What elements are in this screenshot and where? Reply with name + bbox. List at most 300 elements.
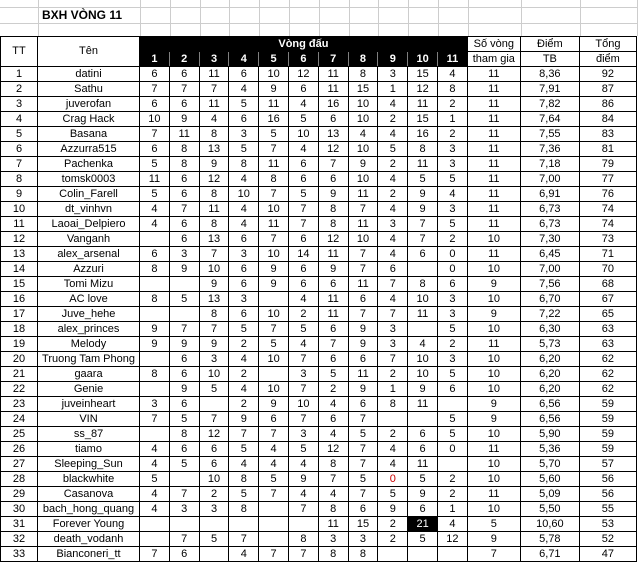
table-row [1,457,637,472]
cell-total-points: 65 [579,307,636,322]
cell-round-4 [229,517,259,532]
cell-total-points: 83 [579,127,636,142]
cell-round-11: 2 [437,487,467,502]
cell-round-6: 6 [289,82,319,97]
cell-round-1: 5 [140,187,170,202]
cell-round-7: 6 [318,322,348,337]
table-row [1,397,637,412]
cell-round-11 [437,547,467,562]
cell-round-1: 8 [140,262,170,277]
cell-round-7: 8 [318,547,348,562]
cell-average-points: 6,71 [520,547,579,562]
cell-rank: 4 [1,112,38,127]
gridline [468,0,469,36]
cell-round-9: 4 [378,292,408,307]
cell-round-11: 3 [437,292,467,307]
cell-round-8: 10 [348,97,378,112]
cell-player-name: Colin_Farell [38,187,140,202]
header-avg-line2: TB [520,52,579,67]
cell-round-6: 4 [289,142,319,157]
cell-total-points: 84 [579,112,636,127]
cell-average-points: 5,70 [520,457,579,472]
cell-round-9: 1 [378,382,408,397]
cell-total-points: 73 [579,232,636,247]
cell-round-4: 7 [229,532,259,547]
table-row [1,382,637,397]
cell-round-11: 0 [437,247,467,262]
cell-average-points: 5,36 [520,442,579,457]
cell-rank: 26 [1,442,38,457]
cell-round-10: 10 [408,367,438,382]
cell-average-points: 6,30 [520,322,579,337]
table-row [1,337,637,352]
cell-player-name: Azzuri [38,262,140,277]
cell-player-name: gaara [38,367,140,382]
gridline [259,0,260,36]
cell-round-6: 4 [289,97,319,112]
cell-round-3: 8 [199,187,229,202]
cell-round-9: 4 [378,172,408,187]
cell-round-5: 7 [259,427,289,442]
cell-round-3: 7 [199,82,229,97]
table-row [1,547,637,562]
cell-round-4: 2 [229,367,259,382]
cell-rank: 18 [1,322,38,337]
cell-round-6: 10 [289,127,319,142]
cell-round-10: 5 [408,532,438,547]
cell-round-10: 4 [408,337,438,352]
cell-round-11: 6 [437,382,467,397]
cell-round-2: 7 [169,487,199,502]
cell-round-9: 4 [378,97,408,112]
cell-round-6: 14 [289,247,319,262]
cell-round-4: 6 [229,262,259,277]
cell-round-8: 10 [348,112,378,127]
table-body [1,67,637,562]
cell-round-5 [259,517,289,532]
cell-round-8: 4 [348,127,378,142]
header-rounds-group: Vòng đấu [140,37,468,52]
cell-round-10 [408,322,438,337]
cell-average-points: 6,56 [520,397,579,412]
table-row [1,82,637,97]
gridline [408,0,409,36]
cell-average-points: 5,73 [520,337,579,352]
cell-round-7: 8 [318,217,348,232]
cell-round-1 [140,307,170,322]
cell-round-2: 9 [169,337,199,352]
cell-round-4: 4 [229,202,259,217]
cell-rounds-played: 5 [467,517,520,532]
header-round-11: 11 [437,52,467,67]
cell-player-name: Tomi Mizu [38,277,140,292]
cell-round-1: 10 [140,112,170,127]
cell-average-points: 7,55 [520,127,579,142]
cell-round-9: 4 [378,442,408,457]
cell-round-4: 8 [229,157,259,172]
cell-round-8: 6 [348,502,378,517]
cell-round-9: 2 [378,517,408,532]
cell-round-2: 8 [169,427,199,442]
cell-rank: 7 [1,157,38,172]
cell-rank: 28 [1,472,38,487]
table-row [1,112,637,127]
cell-round-10 [408,262,438,277]
cell-player-name: Sathu [38,82,140,97]
cell-round-4: 5 [229,322,259,337]
cell-round-3: 7 [199,322,229,337]
cell-average-points: 6,70 [520,292,579,307]
cell-round-10: 9 [408,202,438,217]
cell-round-7: 8 [318,457,348,472]
table-row [1,442,637,457]
cell-round-3: 11 [199,97,229,112]
cell-rounds-played: 10 [467,472,520,487]
cell-round-2: 5 [169,292,199,307]
cell-round-1 [140,352,170,367]
cell-round-7: 4 [318,487,348,502]
cell-round-9: 8 [378,397,408,412]
cell-round-11: 12 [437,532,467,547]
cell-round-1: 6 [140,67,170,82]
cell-round-4: 4 [229,172,259,187]
cell-round-2: 6 [169,367,199,382]
cell-round-11: 4 [437,517,467,532]
cell-round-7: 6 [318,112,348,127]
cell-average-points: 8,36 [520,67,579,82]
cell-rank: 30 [1,502,38,517]
cell-average-points: 6,73 [520,217,579,232]
cell-round-10: 15 [408,112,438,127]
cell-round-3: 11 [199,202,229,217]
table-row [1,472,637,487]
table-row [1,277,637,292]
cell-rank: 9 [1,187,38,202]
cell-round-6: 7 [289,412,319,427]
cell-round-5: 6 [259,412,289,427]
cell-round-3: 10 [199,472,229,487]
cell-round-3: 13 [199,232,229,247]
cell-round-11: 4 [437,67,467,82]
cell-round-9: 5 [378,142,408,157]
cell-round-6: 7 [289,202,319,217]
cell-round-1: 4 [140,202,170,217]
cell-round-11: 1 [437,112,467,127]
cell-average-points: 7,56 [520,277,579,292]
cell-round-4: 9 [229,412,259,427]
cell-round-1: 9 [140,322,170,337]
cell-round-8: 7 [348,412,378,427]
cell-round-10: 8 [408,277,438,292]
cell-round-8: 6 [348,397,378,412]
cell-round-6: 4 [289,337,319,352]
cell-round-11: 3 [437,142,467,157]
table-row [1,412,637,427]
cell-round-9: 7 [378,307,408,322]
cell-round-1: 7 [140,412,170,427]
cell-total-points: 56 [579,472,636,487]
cell-round-4: 2 [229,397,259,412]
cell-round-5: 10 [259,202,289,217]
cell-player-name: tomsk0003 [38,172,140,187]
cell-rounds-played: 11 [467,442,520,457]
cell-total-points: 76 [579,187,636,202]
gridline [289,0,290,36]
cell-round-9: 9 [378,502,408,517]
cell-round-11: 4 [437,187,467,202]
cell-rounds-played: 10 [467,367,520,382]
cell-round-5: 9 [259,262,289,277]
cell-round-9: 3 [378,67,408,82]
header-round-8: 8 [348,52,378,67]
cell-round-1: 6 [140,142,170,157]
cell-round-9: 4 [378,247,408,262]
cell-player-name: Casanova [38,487,140,502]
cell-round-5: 5 [259,337,289,352]
cell-rank: 33 [1,547,38,562]
cell-round-5: 4 [259,442,289,457]
cell-round-7: 5 [318,367,348,382]
cell-round-10: 7 [408,217,438,232]
cell-round-10: 12 [408,82,438,97]
cell-round-11: 2 [437,472,467,487]
cell-total-points: 79 [579,157,636,172]
table-row [1,502,637,517]
cell-round-5: 7 [259,487,289,502]
cell-rank: 17 [1,307,38,322]
cell-round-2 [169,517,199,532]
cell-round-2: 5 [169,412,199,427]
cell-round-5: 5 [259,127,289,142]
cell-rounds-played: 11 [467,112,520,127]
cell-round-10: 16 [408,127,438,142]
cell-round-3: 2 [199,487,229,502]
cell-player-name: ss_87 [38,427,140,442]
cell-average-points: 7,00 [520,172,579,187]
cell-round-4: 4 [229,82,259,97]
cell-round-2: 9 [169,112,199,127]
cell-round-6: 4 [289,457,319,472]
cell-round-11: 5 [437,367,467,382]
table-row [1,202,637,217]
header-name: Tên [38,37,140,67]
cell-round-5: 5 [259,472,289,487]
cell-round-9: 4 [378,457,408,472]
cell-round-5: 7 [259,142,289,157]
cell-round-1: 4 [140,502,170,517]
cell-rank: 27 [1,457,38,472]
cell-round-3: 13 [199,142,229,157]
cell-round-9: 2 [378,112,408,127]
cell-round-10: 11 [408,97,438,112]
cell-average-points: 6,20 [520,367,579,382]
cell-round-3: 6 [199,442,229,457]
cell-rank: 32 [1,532,38,547]
cell-round-8: 10 [348,172,378,187]
cell-round-1 [140,532,170,547]
cell-average-points: 5,90 [520,427,579,442]
cell-round-7: 11 [318,67,348,82]
cell-round-3: 6 [199,457,229,472]
cell-total-points: 67 [579,292,636,307]
cell-round-7: 11 [318,247,348,262]
gridline [170,0,171,36]
cell-round-2: 6 [169,97,199,112]
cell-round-7: 8 [318,502,348,517]
cell-round-1: 11 [140,172,170,187]
cell-round-7: 12 [318,142,348,157]
cell-round-7: 2 [318,382,348,397]
table-header [1,37,637,67]
cell-round-6: 10 [289,397,319,412]
cell-round-4: 4 [229,457,259,472]
cell-round-7: 9 [318,187,348,202]
cell-round-3: 8 [199,307,229,322]
cell-rank: 1 [1,67,38,82]
cell-rank: 16 [1,292,38,307]
gridline [378,0,379,36]
cell-round-8: 11 [348,217,378,232]
cell-round-2 [169,472,199,487]
cell-round-9: 1 [378,82,408,97]
cell-round-10: 6 [408,427,438,442]
cell-round-8: 8 [348,67,378,82]
header-round-4: 4 [229,52,259,67]
cell-round-10: 9 [408,382,438,397]
cell-total-points: 53 [579,517,636,532]
cell-round-4: 6 [229,277,259,292]
cell-round-11: 2 [437,127,467,142]
cell-round-6: 8 [289,532,319,547]
cell-round-9: 7 [378,352,408,367]
cell-round-4: 5 [229,97,259,112]
cell-round-1: 4 [140,457,170,472]
cell-round-3: 12 [199,427,229,442]
cell-round-10 [408,412,438,427]
cell-average-points: 6,73 [520,202,579,217]
cell-round-11: 3 [437,157,467,172]
cell-round-5: 11 [259,97,289,112]
cell-rounds-played: 9 [467,307,520,322]
cell-round-5: 4 [259,457,289,472]
table-row [1,532,637,547]
cell-round-2: 6 [169,232,199,247]
cell-rank: 19 [1,337,38,352]
cell-round-11: 2 [437,337,467,352]
cell-round-9: 5 [378,487,408,502]
cell-round-6: 6 [289,277,319,292]
cell-rounds-played: 11 [467,97,520,112]
cell-round-5: 10 [259,307,289,322]
cell-rank: 23 [1,397,38,412]
table-row [1,367,637,382]
cell-round-11: 5 [437,412,467,427]
cell-total-points: 59 [579,397,636,412]
cell-round-6: 2 [289,307,319,322]
cell-round-4: 3 [229,127,259,142]
cell-rounds-played: 7 [467,547,520,562]
cell-round-7: 11 [318,517,348,532]
cell-round-11: 6 [437,277,467,292]
header-tt: TT [1,37,38,67]
cell-player-name: blackwhite [38,472,140,487]
cell-round-2: 8 [169,142,199,157]
cell-round-1 [140,517,170,532]
cell-round-3: 3 [199,502,229,517]
cell-rounds-played: 10 [467,382,520,397]
cell-round-6: 7 [289,352,319,367]
cell-round-5 [259,367,289,382]
cell-round-9: 4 [378,127,408,142]
header-avg-line1: Điểm [520,37,579,52]
cell-round-6: 7 [289,502,319,517]
cell-average-points: 7,18 [520,157,579,172]
cell-player-name: Sleeping_Sun [38,457,140,472]
cell-round-1: 4 [140,487,170,502]
cell-round-6: 5 [289,442,319,457]
cell-round-7: 16 [318,97,348,112]
cell-round-8: 15 [348,517,378,532]
header-total-line2: điểm [579,52,636,67]
cell-rounds-played: 11 [467,82,520,97]
header-round-1: 1 [140,52,170,67]
cell-round-6: 6 [289,157,319,172]
cell-round-10: 6 [408,502,438,517]
cell-round-8: 7 [348,247,378,262]
cell-round-3: 5 [199,532,229,547]
cell-round-1: 4 [140,442,170,457]
cell-round-6: 5 [289,187,319,202]
cell-round-10: 11 [408,457,438,472]
cell-round-2: 8 [169,157,199,172]
cell-total-points: 86 [579,97,636,112]
cell-rank: 13 [1,247,38,262]
cell-round-11 [437,457,467,472]
gridline [200,0,201,36]
cell-round-8: 11 [348,187,378,202]
cell-round-3: 11 [199,67,229,82]
table-row [1,307,637,322]
cell-player-name: Truong Tam Phong [38,352,140,367]
cell-round-4: 6 [229,307,259,322]
cell-round-10: 7 [408,232,438,247]
cell-round-9: 2 [378,187,408,202]
cell-player-name: VIN [38,412,140,427]
table-row [1,187,637,202]
cell-round-7: 12 [318,232,348,247]
table-row [1,487,637,502]
cell-round-3 [199,397,229,412]
cell-round-7: 6 [318,412,348,427]
cell-rounds-played: 11 [467,202,520,217]
cell-total-points: 71 [579,247,636,262]
sheet-title: BXH VÒNG 11 [42,8,123,22]
cell-round-2: 6 [169,442,199,457]
cell-round-4: 5 [229,142,259,157]
cell-rank: 21 [1,367,38,382]
cell-round-2: 9 [169,382,199,397]
cell-player-name: Laoai_Delpiero [38,217,140,232]
cell-round-1: 3 [140,397,170,412]
cell-rank: 10 [1,202,38,217]
cell-rank: 15 [1,277,38,292]
cell-round-1: 5 [140,157,170,172]
cell-round-3: 7 [199,412,229,427]
cell-total-points: 59 [579,442,636,457]
cell-average-points: 5,50 [520,502,579,517]
cell-rounds-played: 11 [467,247,520,262]
table-row [1,97,637,112]
